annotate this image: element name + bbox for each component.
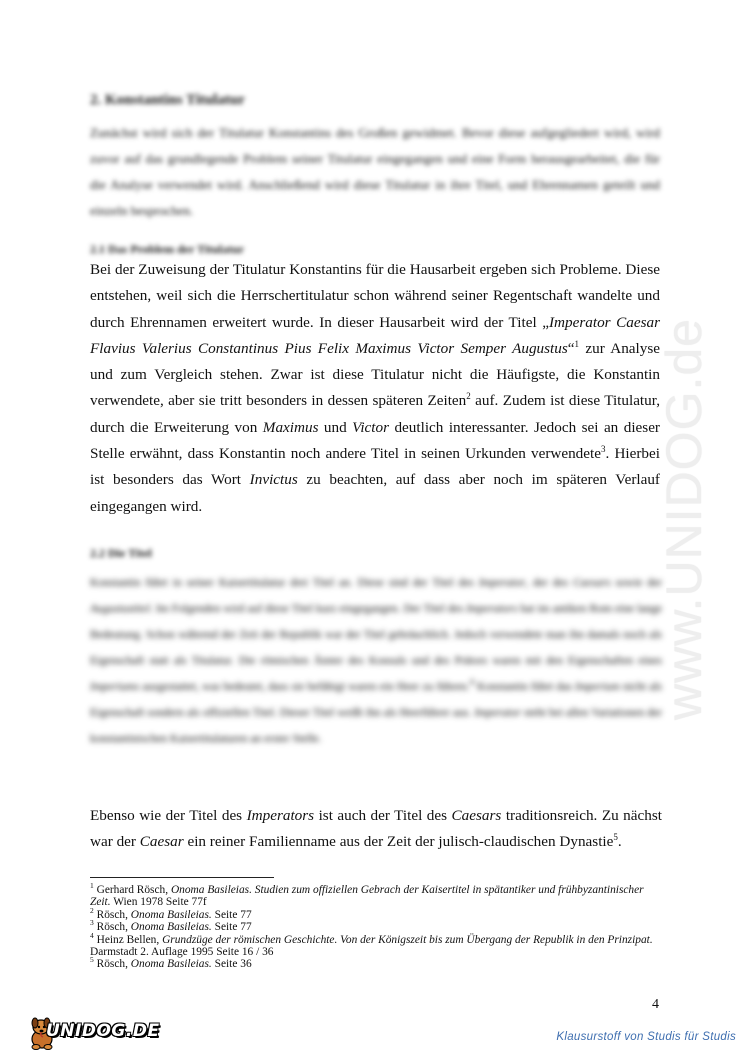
section-heading: 2. Konstantins Titulatur xyxy=(90,92,245,108)
footnote: $^4$ Heinz Bellen, Grundzüge der römischen Geschichte. Von der Königszeit bis zum Übergang der Republik in den Prinzipat. Darmstadt 2. Auflage 1995 Seite 16 / 36 xyxy=(90,930,653,959)
footnote-ref-3: 3 xyxy=(600,444,606,455)
page-number: 4 xyxy=(652,997,659,1012)
closing-paragraph: Ebenso wie der Titel des Imperators ist auch der Titel des Caesars traditionsreich. Zu nächst war der Caesar ein reiner Familienname aus der Zeit der julisch-claudischen Dynastie$^5$. xyxy=(90,807,662,850)
body-paragraph: Bei der Zuweisung der Titulatur Konstantins für die Hausarbeit ergeben sich Probleme. Diese entstehen, weil sich die Herrschertitulatur schon während seiner Regentschaft wandelte und durch Ehrennamen erweitert wurde. In dieser Hausarbeit wird der Titel „Imperator Caesar Flavius Valerius Constantinus Pius Felix Maximus Victor Semper Augustus“$^1$ zur Analyse und zum Vergleich stehen. Zwar ist diese Titulatur nicht die Häufigste, die Konstantin verwendete, aber sie tritt besonders in dessen späteren Zeiten$^2$ auf. Zudem ist diese Titulatur, durch die Erweiterung von Maximus und Victor deutlich interessanter. Jedoch sei an dieser Stelle erwähnt, dass Konstantin noch andere Titel in seinen Urkunden verwendete$^3$. Hierbei ist besonders das Wort Invictus zu beachten, auf dass aber noch im späteren Verlauf eingegangen wird. xyxy=(90,261,660,515)
footnote-ref-1: 1 xyxy=(574,338,580,349)
footnote-divider xyxy=(90,877,274,878)
watermark-text: www.UNIDOG.de xyxy=(656,318,712,720)
footnote-ref-2: 2 xyxy=(466,391,471,402)
footnote: $^1$ Gerhard Rösch, Onoma Basileias. Studien zum offiziellen Gebrach der Kaisertitel in spätantiker und frühbyzantinischer Zeit. Wien 1978 Seite 77f xyxy=(90,881,644,909)
subheading-titles: 2.2 Die Titel xyxy=(90,546,152,560)
footnotes xyxy=(90,881,665,971)
footnote: $^5$ Rösch, Onoma Basileias. Seite 36 xyxy=(90,955,252,971)
logo-text: UNIDOG.DE xyxy=(46,1021,160,1041)
intro-paragraph: Zunächst wird sich der Titulatur Konstantins des Großen gewidmet. Bevor diese aufgegliedert wird, wird zuvor auf das grundlegende Problem seiner Titulatur eingegangen und eine Form herausgearbeitet, die für die Analyse verwendet wird. Anschließend wird diese Titulatur in ihre Titel, und Ehrennamen geteilt und einzeln besprochen. xyxy=(90,125,660,218)
footnote: $^3$ Rösch, Onoma Basileias. Seite 77 xyxy=(90,918,252,934)
footnote-ref-5: 5 xyxy=(613,831,618,842)
subheading-problem: 2.1 Das Problem der Titulatur xyxy=(90,242,245,256)
blurred-paragraph: Konstantin führt in seiner Kaisertitulatur drei Titel an. Diese sind der Titel des Imperator, der des Caesars sowie der Augustustitel. Im Folgenden wird auf diese Titel kurz eingegangen. Der Titel des Imperators hat im antiken Rom eine lange Bedeutung. Schon während der Zeit der Republik war der Titel gebräuchlich. Jedoch verwendete man ihn damals noch als Eigenschaft statt als Titulatur. Die römischen Ämter des Konsuls und des Prätors waren mit den Eigenschaften eines Imperiums ausgestattet, was bedeutet, dass sie befähigt waren ein Heer zu führen.$^4$ Konstantin führt das Imperium nicht als Eigenschaft sondern als offiziellen Titel. Dieser Titel weißt ihn als Heerführer aus. Imperator steht bei allen Variationen der konstantinischen Kaisertitulaturen an erster Stelle. xyxy=(90,577,662,745)
footer-tagline: Klausurstoff von Studis für Studis xyxy=(556,1031,736,1043)
footnote: $^2$ Rösch, Onoma Basileias. Seite 77 xyxy=(90,906,252,921)
